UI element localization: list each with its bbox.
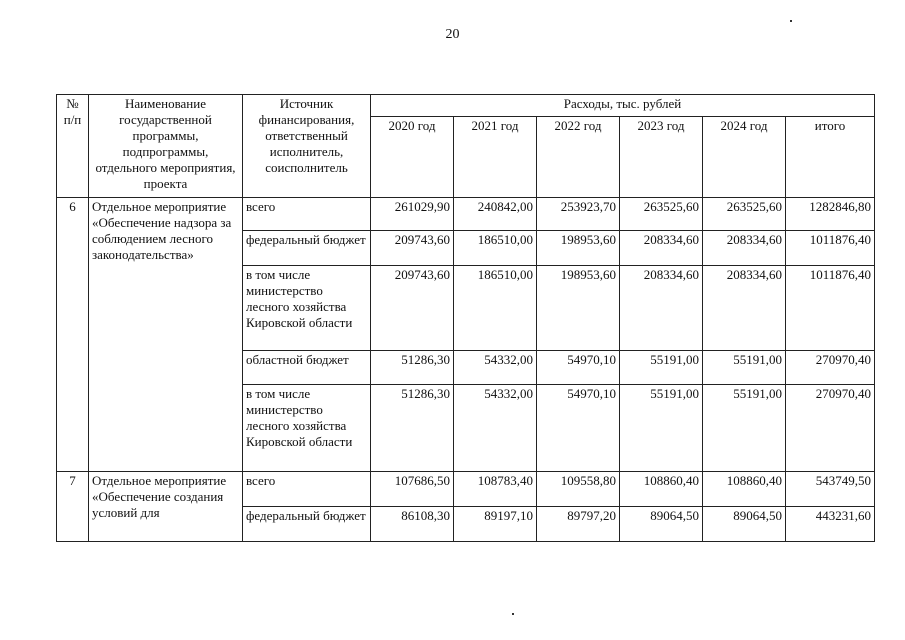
value-cell: 55191,00 <box>620 385 703 472</box>
header-year-2023: 2023 год <box>620 117 703 198</box>
header-year-2021: 2021 год <box>454 117 537 198</box>
value-cell: 54332,00 <box>454 385 537 472</box>
header-year-2020: 2020 год <box>371 117 454 198</box>
table-row <box>57 472 875 507</box>
value-cell: 253923,70 <box>537 198 620 231</box>
row-name: Отдельное мероприятие «Обеспечение надзора за соблюдением лесного законодательства» <box>89 198 243 472</box>
row-source: федеральный бюджет <box>243 231 371 266</box>
value-cell: 55191,00 <box>703 385 786 472</box>
value-cell: 263525,60 <box>703 198 786 231</box>
value-cell: 54332,00 <box>454 351 537 385</box>
value-cell: 51286,30 <box>371 351 454 385</box>
value-cell: 54970,10 <box>537 351 620 385</box>
row-number: 7 <box>57 472 89 542</box>
value-cell: 54970,10 <box>537 385 620 472</box>
value-cell: 108860,40 <box>703 472 786 507</box>
row-source: в том числе министерство лесного хозяйства Кировской области <box>243 266 371 351</box>
value-cell: 55191,00 <box>703 351 786 385</box>
value-cell: 198953,60 <box>537 231 620 266</box>
header-source: Источник финансирования, ответственный исполнитель, соисполнитель <box>243 95 371 198</box>
header-year-2022: 2022 год <box>537 117 620 198</box>
value-cell: 1282846,80 <box>786 198 875 231</box>
value-cell: 89197,10 <box>454 507 537 542</box>
value-cell: 209743,60 <box>371 231 454 266</box>
value-cell: 108860,40 <box>620 472 703 507</box>
value-cell: 89797,20 <box>537 507 620 542</box>
value-cell: 107686,50 <box>371 472 454 507</box>
value-cell: 208334,60 <box>703 231 786 266</box>
value-cell: 240842,00 <box>454 198 537 231</box>
header-total: итого <box>786 117 875 198</box>
header-number: № п/п <box>57 95 89 198</box>
page-number: 20 <box>445 27 460 42</box>
row-source: всего <box>243 198 371 231</box>
header-expenses: Расходы, тыс. рублей <box>371 95 875 117</box>
value-cell: 89064,50 <box>620 507 703 542</box>
budget-table <box>56 94 875 542</box>
value-cell: 89064,50 <box>703 507 786 542</box>
value-cell: 443231,60 <box>786 507 875 542</box>
value-cell: 109558,80 <box>537 472 620 507</box>
header-year-2024: 2024 год <box>703 117 786 198</box>
value-cell: 1011876,40 <box>786 266 875 351</box>
scan-speck <box>512 613 514 615</box>
value-cell: 198953,60 <box>537 266 620 351</box>
value-cell: 208334,60 <box>703 266 786 351</box>
value-cell: 1011876,40 <box>786 231 875 266</box>
value-cell: 261029,90 <box>371 198 454 231</box>
value-cell: 208334,60 <box>620 266 703 351</box>
value-cell: 543749,50 <box>786 472 875 507</box>
row-source: в том числе министерство лесного хозяйства Кировской области <box>243 385 371 472</box>
value-cell: 108783,40 <box>454 472 537 507</box>
value-cell: 86108,30 <box>371 507 454 542</box>
scan-speck <box>790 20 792 22</box>
row-number: 6 <box>57 198 89 472</box>
value-cell: 51286,30 <box>371 385 454 472</box>
value-cell: 186510,00 <box>454 231 537 266</box>
value-cell: 270970,40 <box>786 351 875 385</box>
row-source: всего <box>243 472 371 507</box>
value-cell: 55191,00 <box>620 351 703 385</box>
value-cell: 270970,40 <box>786 385 875 472</box>
value-cell: 209743,60 <box>371 266 454 351</box>
row-source: федеральный бюджет <box>243 507 371 542</box>
value-cell: 263525,60 <box>620 198 703 231</box>
row-name: Отдельное мероприятие «Обеспечение создания условий для <box>89 472 243 542</box>
value-cell: 208334,60 <box>620 231 703 266</box>
row-source: областной бюджет <box>243 351 371 385</box>
header-row <box>57 95 875 117</box>
header-name: Наименование государственной программы, подпрограммы, отдельного мероприятия, проекта <box>89 95 243 198</box>
value-cell: 186510,00 <box>454 266 537 351</box>
table-row <box>57 198 875 231</box>
